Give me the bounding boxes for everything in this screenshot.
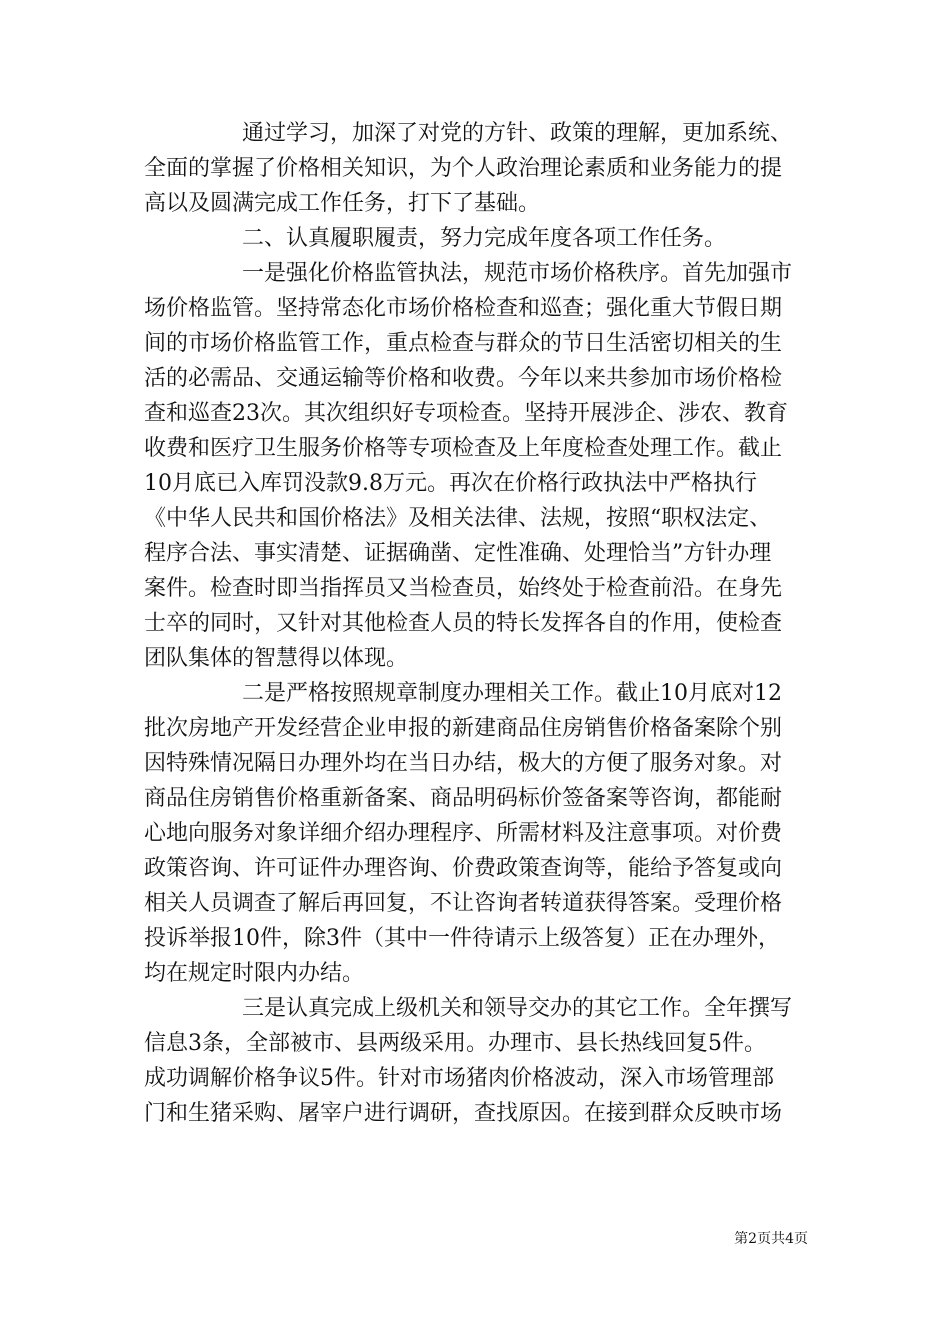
- paragraph-assigned-tasks: 三是认真完成上级机关和领导交办的其它工作。全年撰写 信息3条，全部被市、县两级采用。办理市、县长热线回复5件。 成功调解价格争议5件。针对市场猪肉价格波动，深入市场管理部 门和生猪采购、屠宰户进行调研，查找原因。在接到群众反映市场: [144, 996, 793, 1126]
- document-body: [144, 116, 808, 1131]
- page-footer: 第2页共4页: [734, 1231, 808, 1247]
- section-heading: 二、认真履职履责，努力完成年度各项工作任务。: [242, 226, 727, 251]
- paragraph-price-supervision: 一是强化价格监管执法，规范市场价格秩序。首先加强市 场价格监管。坚持常态化市场价格检查和巡查；强化重大节假日期 间的市场价格监管工作，重点检查与群众的节日生活密切相关的生 活的必需品、交通运输等价格和收费。今年以来共参加市场价格检 查和巡查23次。其次组织好专项检查。坚持开展涉企、涉农、教育 收费和医疗卫生服务价格等专项检查及上年度检查处理工作。截止 10月底已入库罚没款9.8万元。再次在价格行政执法中严格执行 《中华人民共和国价格法》及相关法律、法规，按照“职权法定、 程序合法、事实清楚、证据确凿、定性准确、处理恰当”方针办理 案件。检查时即当指挥员又当检查员，始终处于检查前沿。在身先 士卒的同时，又针对其他检查人员的特长发挥各自的作用，使检查 团队集体的智慧得以体现。: [144, 261, 793, 671]
- paragraph-study-summary: 通过学习，加深了对党的方针、政策的理解，更加系统、 全面的掌握了价格相关知识，为个人政治理论素质和业务能力的提 高以及圆满完成工作任务，打下了基础。: [144, 121, 793, 216]
- paragraph-regulations: 二是严格按照规章制度办理相关工作。截止10月底对12 批次房地产开发经营企业申报的新建商品住房销售价格备案除个别 因特殊情况隔日办理外均在当日办结，极大的方便了服务对象。对 商品住房销售价格重新备案、商品明码标价签备案等咨询，都能耐 心地向服务对象详细介绍办理程序、所需材料及注意事项。对价费 政策咨询、许可证件办理咨询、价费政策查询等，能给予答复或向 相关人员调查了解后再回复，不让咨询者转道获得答案。受理价格 投诉举报10件，除3件（其中一件待请示上级答复）正在办理外， 均在规定时限内办结。: [144, 681, 783, 986]
